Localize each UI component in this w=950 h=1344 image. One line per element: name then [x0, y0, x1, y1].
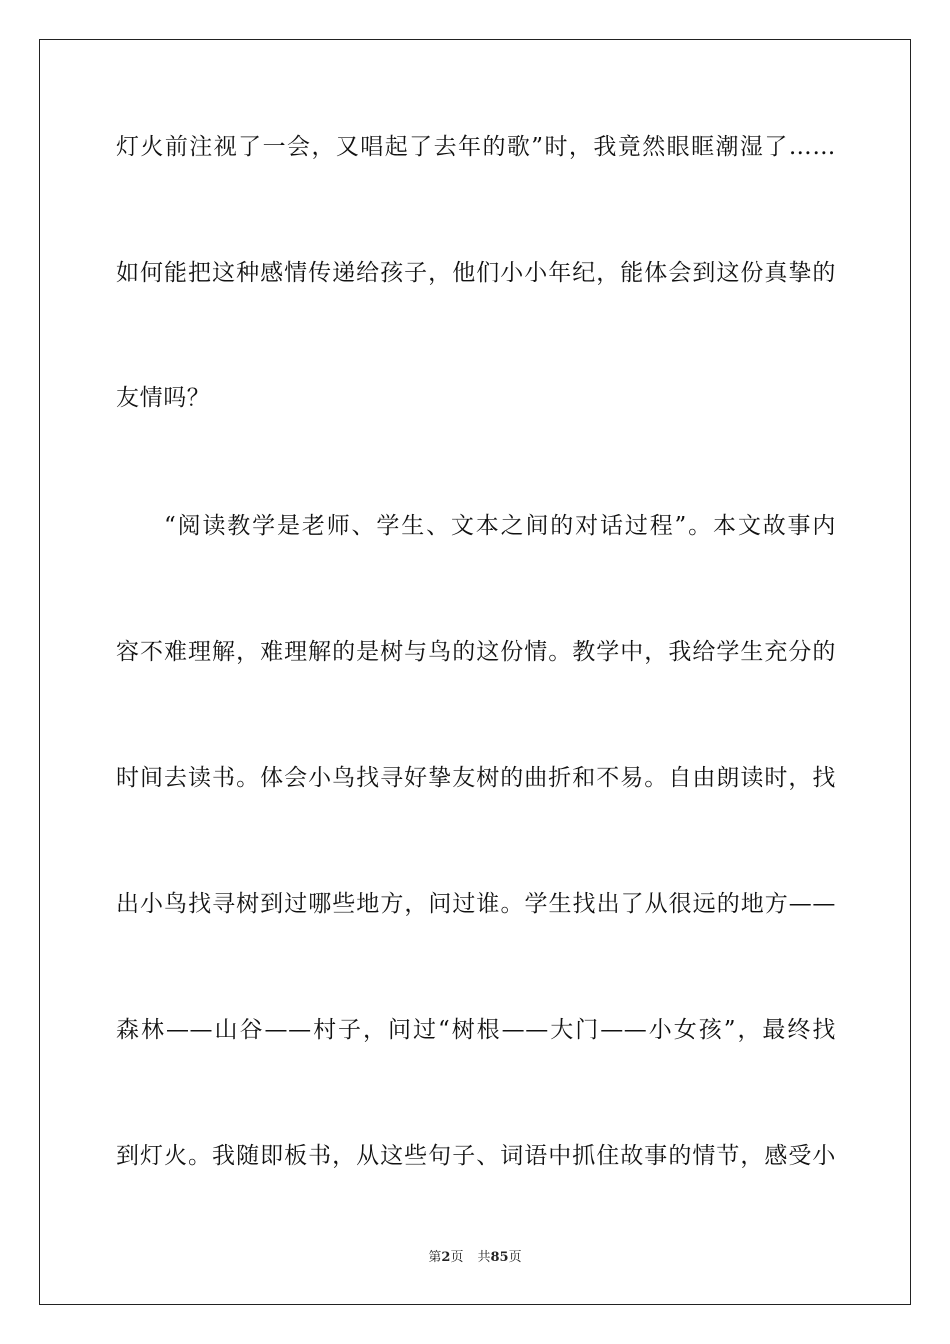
page-prefix: 第	[428, 1250, 442, 1265]
text-line: 灯火前注视了一会，又唱起了去年的歌”时，我竟然眼眶潮湿了……	[116, 134, 836, 160]
total-prefix: 共	[477, 1250, 491, 1265]
paragraph-first-line: “阅读教学是老师、学生、文本之间的对话过程”。本文故事内	[164, 513, 836, 539]
text-line: 到灯火。我随即板书，从这些句子、词语中抓住故事的情节，感受小	[116, 1143, 836, 1169]
text-line: 容不难理解，难理解的是树与鸟的这份情。教学中，我给学生充分的	[116, 639, 836, 665]
text-line: 如何能把这种感情传递给孩子，他们小小年纪，能体会到这份真挚的	[116, 260, 836, 286]
page-border	[39, 39, 911, 1305]
total-pages: 85	[490, 1250, 509, 1265]
text-line: 时间去读书。体会小鸟找寻好挚友树的曲折和不易。自由朗读时，找	[116, 765, 836, 791]
total-suffix: 页	[508, 1250, 522, 1265]
text-line: 森林——山谷——村子，问过“树根——大门——小女孩”，最终找	[116, 1017, 836, 1043]
text-line: 出小鸟找寻树到过哪些地方，问过谁。学生找出了从很远的地方——	[116, 891, 836, 917]
page-footer	[0, 1250, 950, 1266]
text-line: 友情吗？	[116, 385, 211, 411]
page-suffix: 页	[450, 1250, 464, 1265]
page-number: 2	[441, 1250, 451, 1265]
